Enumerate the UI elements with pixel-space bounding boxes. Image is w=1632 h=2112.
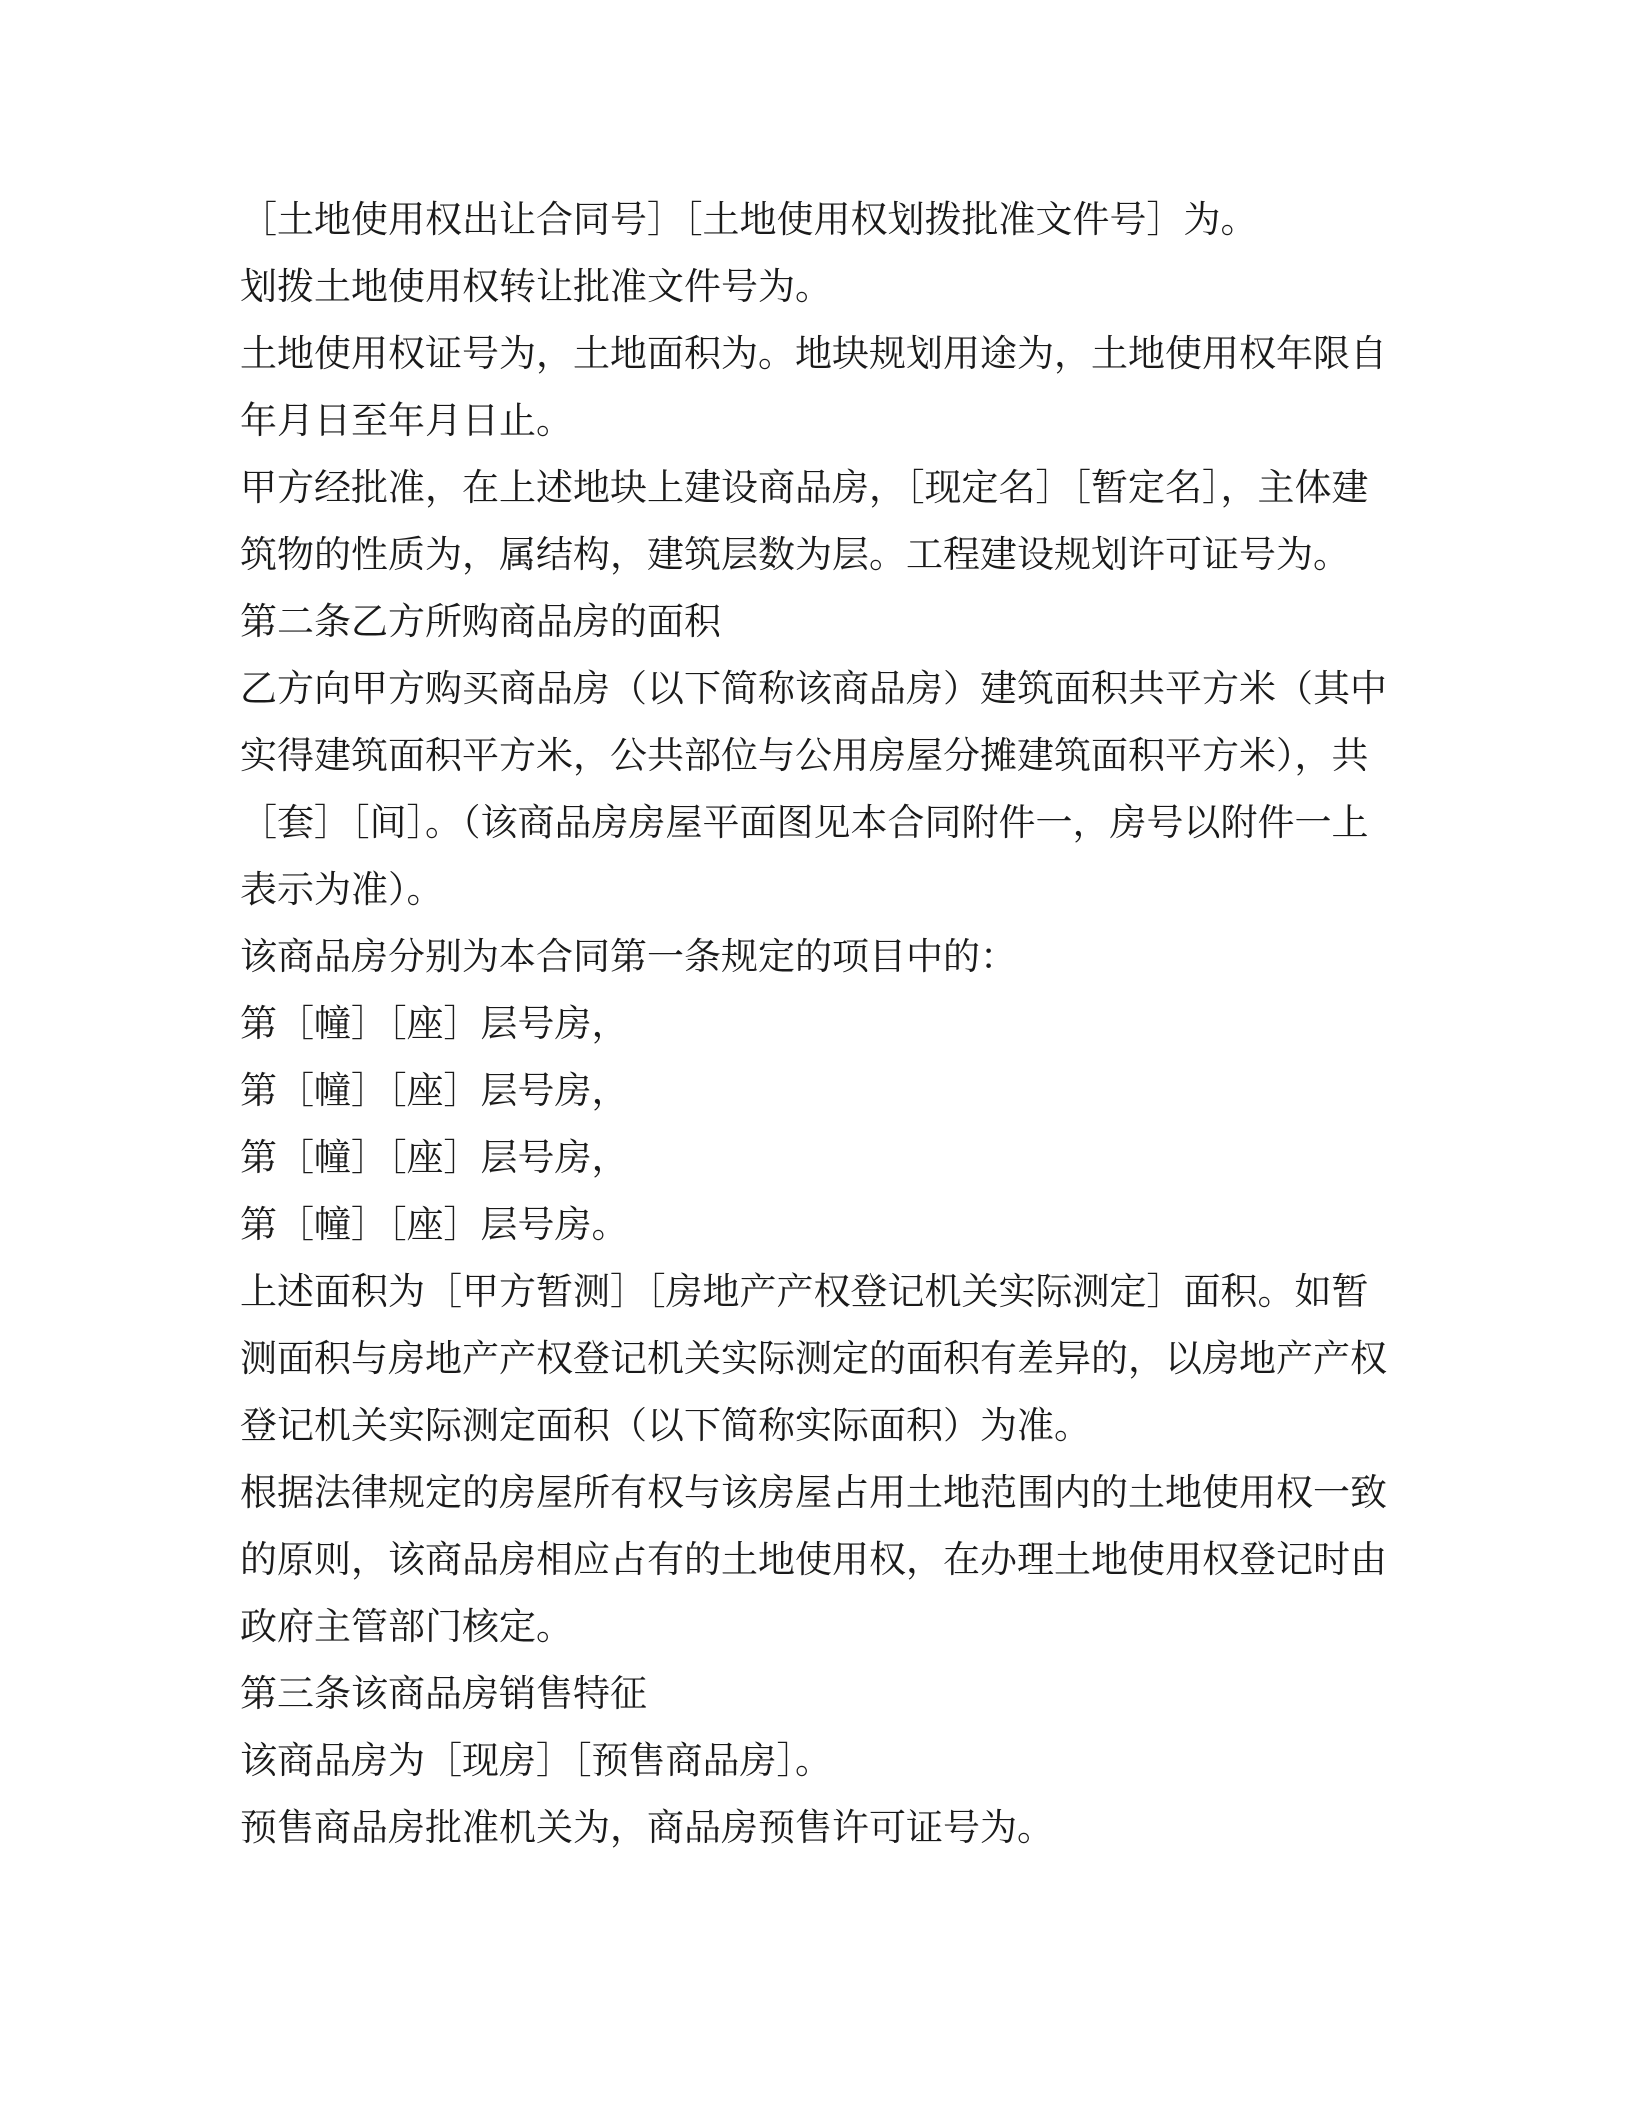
- unit-line-2: 第［幢］［座］层号房，: [240, 1069, 629, 1112]
- paragraph-presale-permit: 预售商品房批准机关为，商品房预售许可证号为。: [240, 1806, 1054, 1849]
- unit-line-1: 第［幢］［座］层号房，: [240, 1002, 629, 1045]
- article-3-heading: 第三条该商品房销售特征: [240, 1672, 647, 1715]
- paragraph-building-approval: 甲方经批准，在上述地块上建设商品房，［现定名］［暂定名］，主体建筑物的性质为，属结构，建筑层数为层。工程建设规划许可证号为。: [240, 466, 1369, 576]
- paragraph-land-certificate: 土地使用权证号为，土地面积为。地块规划用途为，土地使用权年限自年月日至年月日止。: [240, 332, 1387, 442]
- paragraph-land-contract-no: ［土地使用权出让合同号］［土地使用权划拨批准文件号］为。: [240, 198, 1258, 241]
- unit-line-4: 第［幢］［座］层号房。: [240, 1203, 629, 1246]
- unit-line-3: 第［幢］［座］层号房，: [240, 1136, 629, 1179]
- paragraph-purchase-area: 乙方向甲方购买商品房（以下简称该商品房）建筑面积共平方米（其中实得建筑面积平方米，公共部位与公用房屋分摊建筑面积平方米），共［套］［间］。（该商品房房屋平面图见本合同附件一，房号以附件一上表示为准）。: [240, 667, 1387, 911]
- article-2-heading: 第二条乙方所购商品房的面积: [240, 600, 721, 643]
- paragraph-transfer-approval: 划拨土地使用权转让批准文件号为。: [240, 265, 832, 308]
- paragraph-land-use-rights: 根据法律规定的房屋所有权与该房屋占用土地范围内的土地使用权一致的原则，该商品房相应占有的土地使用权，在办理土地使用权登记时由政府主管部门核定。: [240, 1471, 1387, 1648]
- paragraph-unit-intro: 该商品房分别为本合同第一条规定的项目中的：: [240, 935, 1017, 978]
- contract-body: [240, 186, 1390, 1861]
- paragraph-area-measurement: 上述面积为［甲方暂测］［房地产产权登记机关实际测定］面积。如暂测面积与房地产产权登记机关实际测定的面积有差异的，以房地产产权登记机关实际测定面积（以下简称实际面积）为准。: [240, 1270, 1387, 1447]
- paragraph-sale-type: 该商品房为［现房］［预售商品房］。: [240, 1739, 832, 1782]
